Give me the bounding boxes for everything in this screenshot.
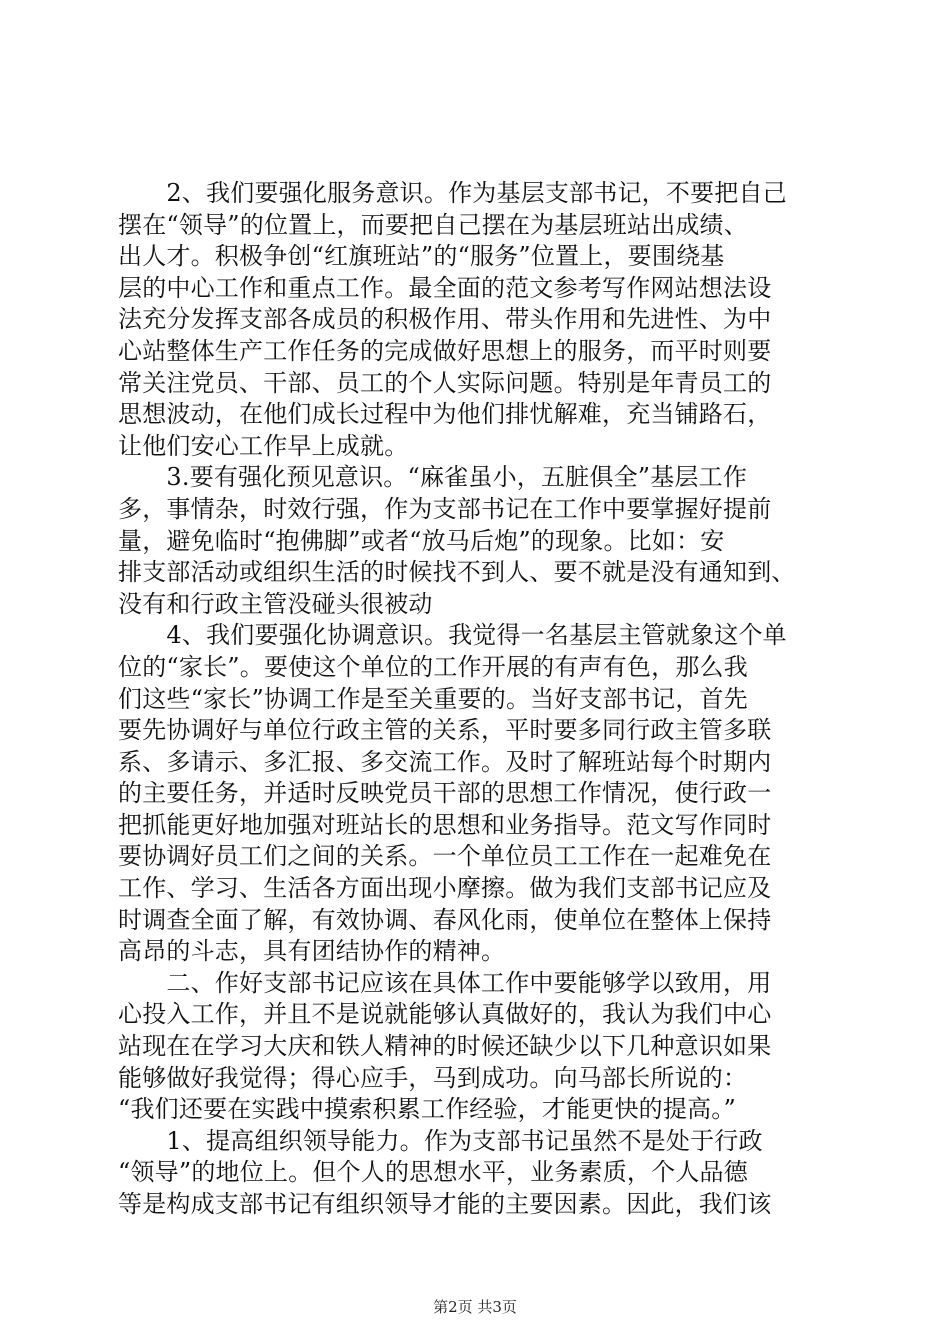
text-line: 要先协调好与单位行政主管的关系，平时要多同行政主管多联: [118, 716, 772, 745]
text-line: 高昂的斗志，具有团结协作的精神。: [118, 937, 506, 966]
text-line: 法充分发挥支部各成员的积极作用、带头作用和先进性、为中: [118, 305, 772, 334]
page-footer: 第2页 共3页: [433, 1298, 517, 1316]
text-line: 2、我们要强化服务意识。作为基层支部书记，不要把自己: [118, 179, 787, 207]
text-line: 心站整体生产工作任务的完成做好思想上的服务，而平时则要: [118, 336, 772, 365]
text-line: 把抓能更好地加强对班站长的思想和业务指导。范文写作同时: [118, 810, 772, 839]
text-line: 4、我们要强化协调意识。我觉得一名基层主管就象这个单: [118, 621, 787, 650]
text-line: 3.要有强化预见意识。“麻雀虽小，五脏俱全”基层工作: [118, 463, 748, 492]
text-line: 没有和行政主管没碰头很被动: [118, 589, 433, 618]
text-line: 二、作好支部书记应该在具体工作中要能够学以致用，用: [118, 968, 772, 997]
text-line: 心投入工作，并且不是说就能够认真做好的，我认为我们中心: [118, 1000, 772, 1029]
text-line: 常关注党员、干部、员工的个人实际问题。特别是年青员工的: [118, 368, 772, 397]
text-line: 多，事情杂，时效行强，作为支部书记在工作中要掌握好提前: [118, 494, 772, 523]
text-line: 要协调好员工们之间的关系。一个单位员工工作在一起难免在: [118, 842, 772, 871]
text-line: 思想波动，在他们成长过程中为他们排忧解难，充当铺路石，: [118, 400, 772, 429]
text-line: 位的“家长”。要使这个单位的工作开展的有声有色，那么我: [118, 652, 748, 681]
text-line: 排支部活动或组织生活的时候找不到人、要不就是没有通知到、: [118, 558, 796, 587]
text-line: “领导”的地位上。但个人的思想水平，业务素质，个人品德: [118, 1158, 748, 1187]
text-line: 系、多请示、多汇报、多交流工作。及时了解班站每个时期内: [118, 747, 772, 776]
text-line: 出人才。积极争创“红旗班站”的“服务”位置上，要围绕基: [118, 242, 725, 271]
text-line: 摆在“领导”的位置上，而要把自己摆在为基层班站出成绩、: [118, 210, 748, 239]
text-line: “我们还要在实践中摸索积累工作经验，才能更快的提高。”: [118, 1095, 736, 1124]
text-line: 们这些“家长”协调工作是至关重要的。当好支部书记，首先: [118, 684, 748, 713]
text-line: 层的中心工作和重点工作。最全面的范文参考写作网站想法设: [118, 273, 772, 302]
document-body: [118, 178, 838, 1221]
text-line: 站现在在学习大庆和铁人精神的时候还缺少以下几种意识如果: [118, 1032, 772, 1061]
text-line: 等是构成支部书记有组织领导才能的主要因素。因此，我们该: [118, 1190, 772, 1218]
text-line: 让他们安心工作早上成就。: [118, 431, 409, 460]
text-line: 量，避免临时“抱佛脚”或者“放马后炮”的现象。比如：安: [118, 526, 725, 555]
text-line: 能够做好我觉得；得心应手，马到成功。向马部长所说的：: [118, 1063, 748, 1092]
text-line: 1、提高组织领导能力。作为支部书记虽然不是处于行政: [118, 1126, 763, 1155]
text-line: 工作、学习、生活各方面出现小摩擦。做为我们支部书记应及: [118, 874, 772, 903]
text-line: 时调查全面了解，有效协调、春风化雨，使单位在整体上保持: [118, 905, 772, 934]
text-line: 的主要任务，并适时反映党员干部的思想工作情况，使行政一: [118, 779, 772, 808]
